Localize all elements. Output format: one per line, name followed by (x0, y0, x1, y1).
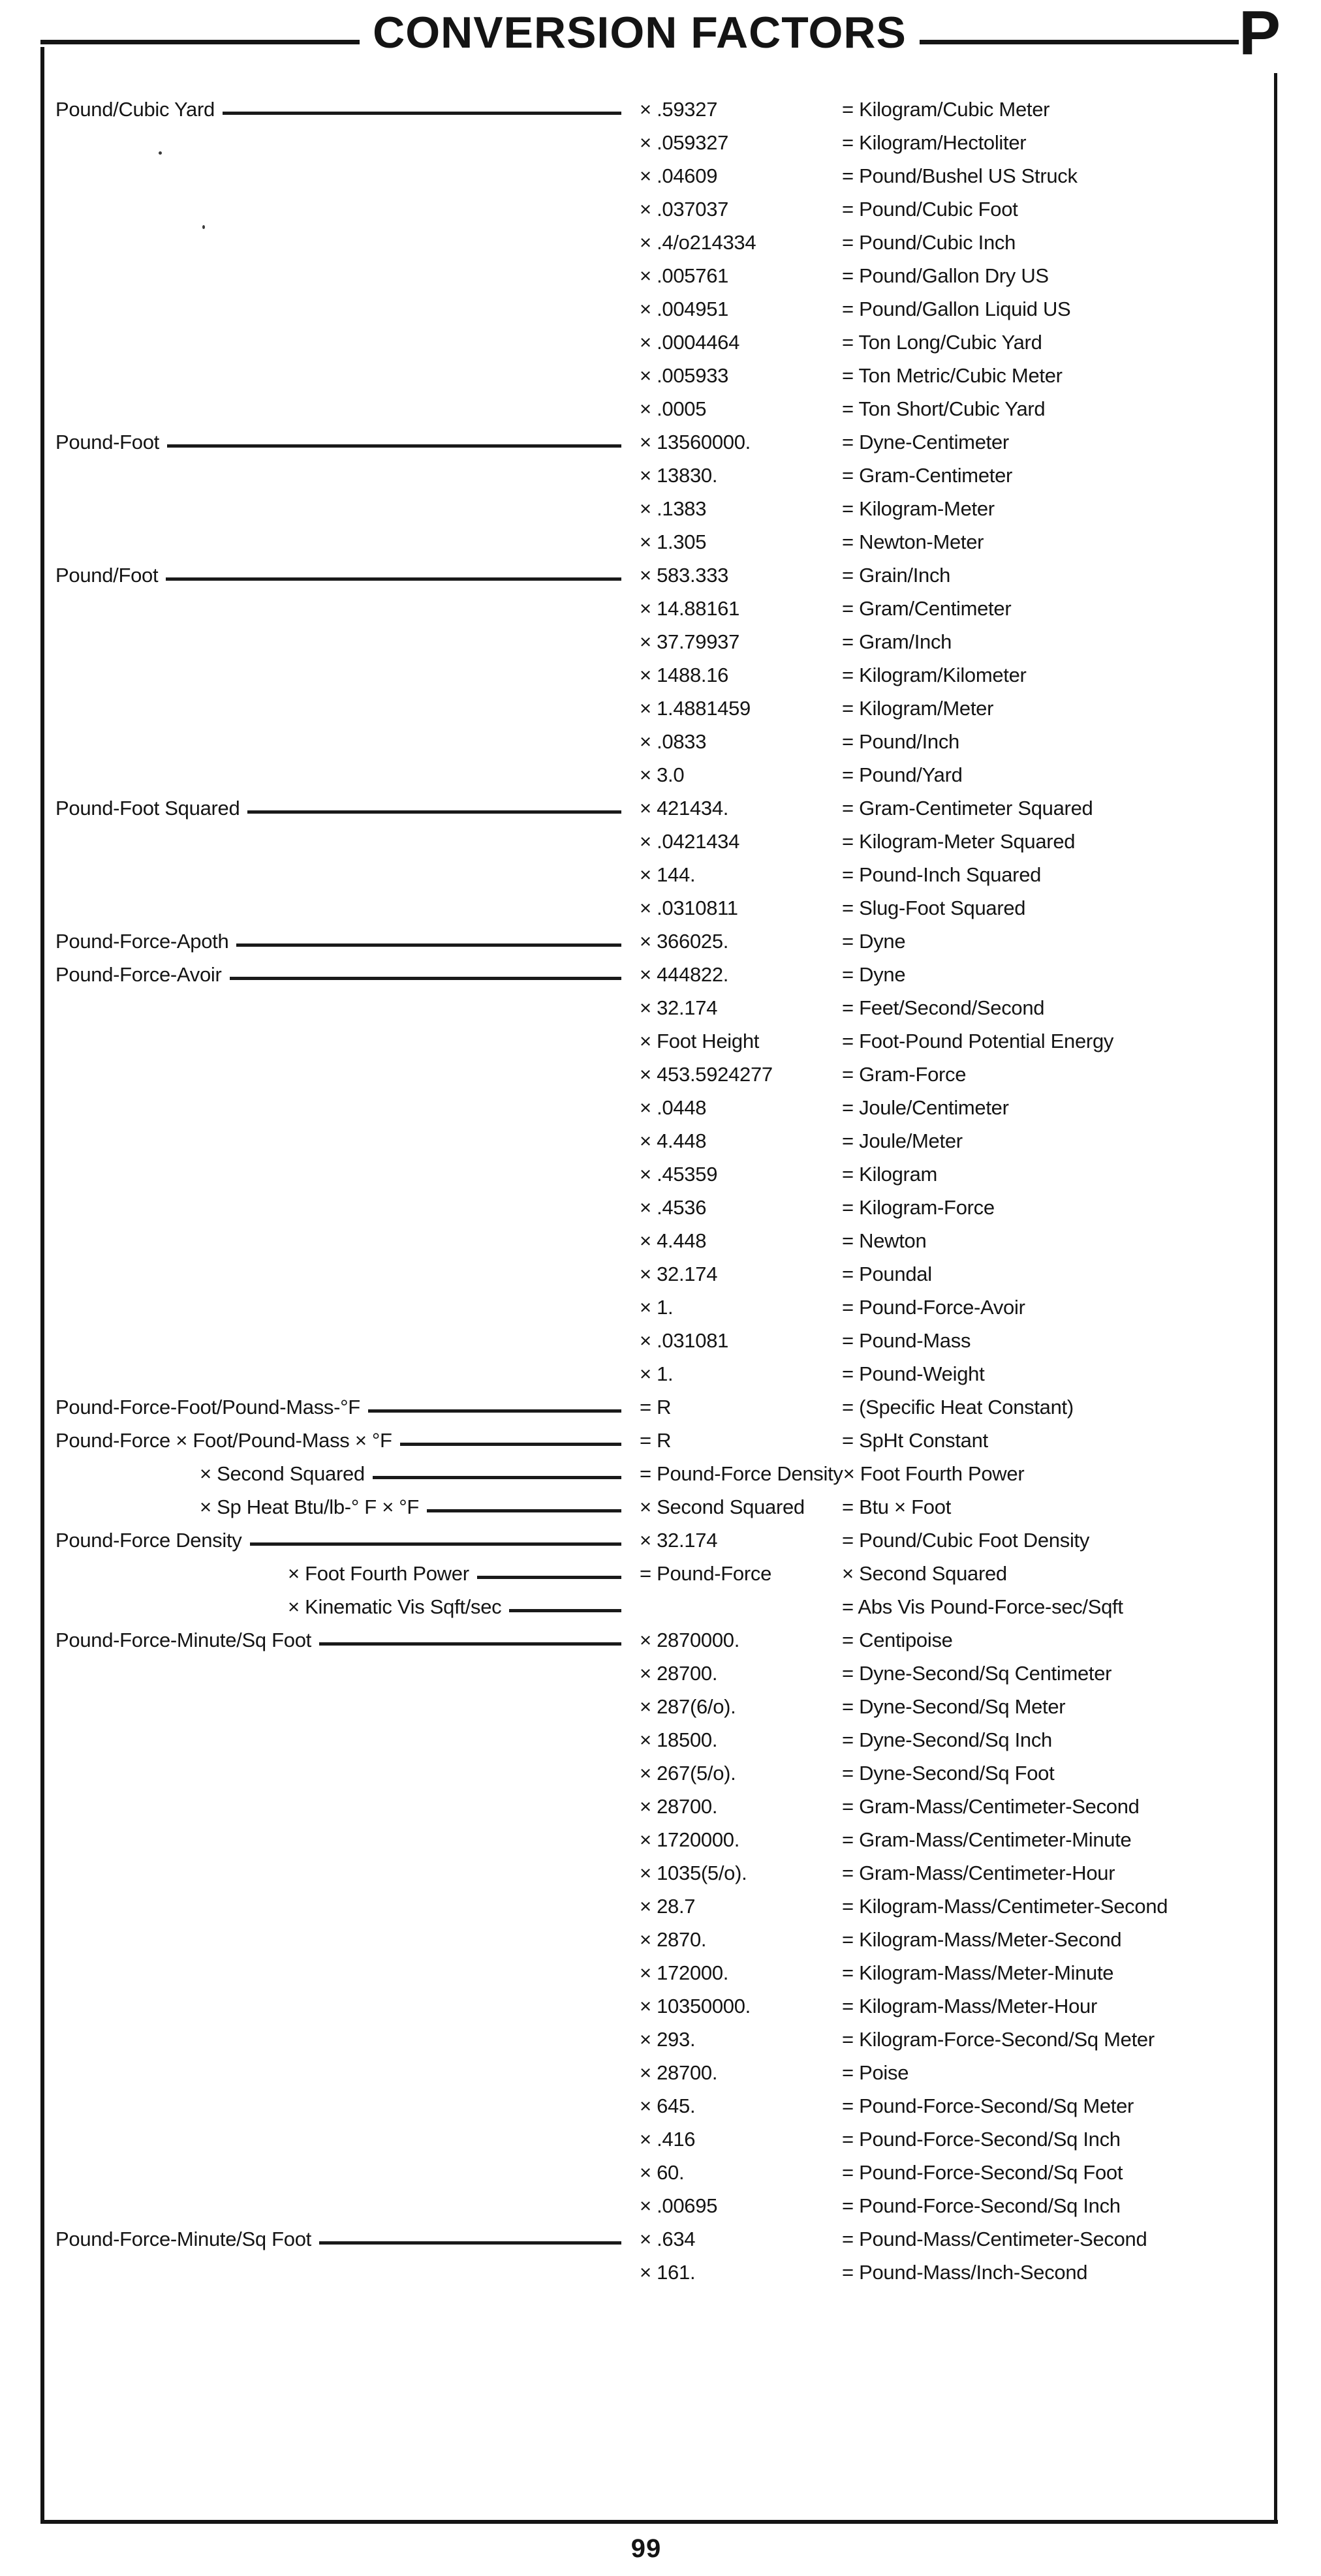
row-result: = Btu × Foot (842, 1495, 952, 1518)
row-rule-line (230, 977, 622, 980)
row-multiplier: × 583.333 (640, 564, 729, 587)
row-result: = Newton-Meter (842, 530, 984, 553)
page-header (40, 8, 1239, 57)
conversion-row (55, 1296, 1266, 1329)
row-label: Pound-Force-Apoth (55, 930, 229, 953)
row-multiplier: × 10350000. (640, 1995, 751, 2017)
row-multiplier: × 2870000. (640, 1629, 740, 1651)
row-result: = Gram-Mass/Centimeter-Hour (842, 1862, 1115, 1884)
row-multiplier: × 267(5/o). (640, 1762, 736, 1785)
row-rule-line (247, 810, 621, 814)
row-rule-line (250, 1542, 622, 1546)
row-label: Pound/Cubic Yard (55, 98, 215, 121)
conversion-row (55, 630, 1266, 664)
row-result: = Foot-Pound Potential Energy (842, 1030, 1114, 1052)
row-result: = Poundal (842, 1263, 932, 1285)
scan-speck (202, 225, 205, 229)
conversion-row (55, 1595, 1266, 1629)
conversion-row (55, 2161, 1266, 2194)
row-result: = Joule/Centimeter (842, 1096, 1009, 1119)
row-multiplier: × 28700. (640, 1662, 718, 1685)
title-rule-left (40, 40, 360, 44)
row-result: = Dyne-Second/Sq Inch (842, 1728, 1052, 1751)
row-label-cell (55, 431, 640, 454)
row-result: = Pound/Bushel US Struck (842, 164, 1078, 187)
row-result: × Foot Fourth Power (843, 1462, 1025, 1485)
row-result: = Pound-Mass/Inch-Second (842, 2261, 1088, 2284)
row-multiplier: × .0833 (640, 730, 707, 753)
row-label: Pound-Force-Minute/Sq Foot (55, 2228, 311, 2250)
row-multiplier: × .4536 (640, 1196, 707, 1219)
row-multiplier: × .004951 (640, 298, 729, 320)
row-multiplier: × 1720000. (640, 1828, 740, 1851)
row-multiplier: = R (640, 1429, 672, 1452)
row-rule-line (236, 943, 621, 947)
row-multiplier: × 172000. (640, 1961, 729, 1984)
row-result: = Pound-Force-Second/Sq Inch (842, 2194, 1121, 2217)
conversion-row (55, 2261, 1266, 2294)
row-label-cell (55, 1629, 640, 1652)
row-label: Pound/Foot (55, 564, 159, 587)
row-multiplier: × 421434. (640, 797, 729, 820)
conversion-row (55, 1662, 1266, 1695)
row-result: = Gram-Centimeter Squared (842, 797, 1093, 820)
row-multiplier: × .4/o214334 (640, 231, 756, 254)
row-label: × Sp Heat Btu/lb-° F × °F (200, 1495, 420, 1518)
row-result: = Gram/Centimeter (842, 597, 1012, 620)
conversion-row (55, 364, 1266, 397)
conversion-row (55, 996, 1266, 1030)
row-label-cell (55, 2228, 640, 2251)
row-result: = Dyne (842, 963, 906, 986)
conversion-row (55, 1129, 1266, 1163)
conversion-row (55, 797, 1266, 830)
row-multiplier: × 2870. (640, 1928, 707, 1951)
scan-speck (159, 151, 162, 155)
row-label-cell (55, 963, 640, 987)
row-label: Pound-Foot (55, 431, 159, 453)
row-multiplier: × .0004464 (640, 331, 740, 354)
conversion-row (55, 2194, 1266, 2228)
row-label: × Foot Fourth Power (288, 1562, 469, 1585)
row-multiplier: × 161. (640, 2261, 696, 2284)
content-box-border-left (40, 47, 44, 2524)
conversion-row (55, 1462, 1266, 1495)
row-result: = Pound-Mass (842, 1329, 971, 1352)
conversion-row (55, 664, 1266, 697)
row-multiplier: × 14.88161 (640, 597, 740, 620)
conversion-row (55, 397, 1266, 431)
title-rule-right (920, 40, 1239, 44)
row-rule-line (400, 1443, 621, 1446)
row-multiplier: × 1. (640, 1362, 674, 1385)
conversion-row (55, 2028, 1266, 2061)
row-multiplier: × .0310811 (640, 897, 738, 919)
row-multiplier: × 28.7 (640, 1895, 696, 1918)
row-result: = Kilogram/Cubic Meter (842, 98, 1050, 121)
row-result: = Kilogram/Kilometer (842, 664, 1027, 686)
row-result: = Gram/Inch (842, 630, 952, 653)
row-rule-line (319, 2241, 621, 2245)
row-multiplier: × 60. (640, 2161, 685, 2184)
conversion-row (55, 1030, 1266, 1063)
row-result: = Pound-Inch Squared (842, 863, 1042, 886)
conversion-row (55, 231, 1266, 264)
conversion-table (55, 98, 1266, 2294)
row-label-cell (55, 98, 640, 121)
page-title: CONVERSION FACTORS (373, 8, 907, 57)
row-result: = Kilogram-Meter Squared (842, 830, 1076, 853)
row-result: = Kilogram-Mass/Meter-Hour (842, 1995, 1097, 2017)
conversion-row (55, 1629, 1266, 1662)
conversion-row (55, 1196, 1266, 1229)
row-result: = Pound/Cubic Foot Density (842, 1529, 1090, 1552)
conversion-row (55, 2061, 1266, 2094)
row-multiplier: × .037037 (640, 198, 729, 221)
row-result: = Centipoise (842, 1629, 953, 1651)
row-multiplier: = Pound-Force (640, 1562, 772, 1585)
row-result: = Pound-Force-Second/Sq Foot (842, 2161, 1123, 2184)
row-multiplier: × .45359 (640, 1163, 718, 1186)
conversion-row (55, 298, 1266, 331)
row-result: = Grain/Inch (842, 564, 951, 587)
row-multiplier: × .59327 (640, 98, 718, 121)
row-label-cell (55, 1495, 640, 1519)
row-label: Pound-Force Density (55, 1529, 242, 1552)
conversion-row (55, 464, 1266, 497)
conversion-row (55, 1495, 1266, 1529)
row-result: = Pound/Inch (842, 730, 959, 753)
row-label: Pound-Force-Avoir (55, 963, 222, 986)
conversion-row (55, 1928, 1266, 1961)
conversion-row (55, 1096, 1266, 1129)
row-result: = Kilogram-Mass/Meter-Minute (842, 1961, 1114, 1984)
conversion-row (55, 2094, 1266, 2128)
row-rule-line (477, 1576, 621, 1579)
row-label-cell (55, 1429, 640, 1452)
row-multiplier: × 366025. (640, 930, 729, 953)
conversion-row (55, 1396, 1266, 1429)
row-multiplier: × 32.174 (640, 1263, 718, 1285)
row-label: Pound-Force-Minute/Sq Foot (55, 1629, 311, 1651)
row-multiplier: × 13560000. (640, 431, 751, 453)
row-result: = Pound-Force-Second/Sq Inch (842, 2128, 1121, 2151)
row-result: = Gram-Force (842, 1063, 967, 1086)
row-multiplier: × Second Squared (640, 1495, 805, 1518)
row-label: × Kinematic Vis Sqft/sec (288, 1595, 502, 1618)
row-result: = Ton Metric/Cubic Meter (842, 364, 1063, 387)
conversion-row (55, 830, 1266, 863)
conversion-row (55, 1995, 1266, 2028)
conversion-row (55, 1562, 1266, 1595)
row-rule-line (223, 112, 621, 115)
row-label: Pound-Force × Foot/Pound-Mass × °F (55, 1429, 392, 1452)
content-box-border-bottom (40, 2520, 1278, 2524)
conversion-row (55, 1163, 1266, 1196)
row-multiplier: × 32.174 (640, 996, 718, 1019)
row-rule-line (166, 577, 621, 581)
row-result: = Abs Vis Pound-Force-sec/Sqft (842, 1595, 1123, 1618)
row-label-cell (55, 1462, 640, 1486)
row-result: = Newton (842, 1229, 927, 1252)
row-rule-line (373, 1476, 621, 1479)
row-result: = Kilogram/Meter (842, 697, 994, 720)
row-result: = Feet/Second/Second (842, 996, 1045, 1019)
row-result: = Dyne-Second/Sq Foot (842, 1762, 1055, 1785)
conversion-row (55, 697, 1266, 730)
conversion-row (55, 1795, 1266, 1828)
row-multiplier: = Pound-Force Density (640, 1462, 843, 1485)
row-multiplier: × 1. (640, 1296, 674, 1319)
row-label-cell (55, 1396, 640, 1419)
row-multiplier: × .031081 (640, 1329, 729, 1352)
row-result: = Kilogram-Meter (842, 497, 995, 520)
row-multiplier: × .1383 (640, 497, 707, 520)
conversion-row (55, 1828, 1266, 1862)
row-result: = Kilogram-Mass/Meter-Second (842, 1928, 1122, 1951)
row-label-cell (55, 1595, 640, 1619)
row-multiplier: × 28700. (640, 1795, 718, 1818)
row-result: = Kilogram-Mass/Centimeter-Second (842, 1895, 1168, 1918)
row-rule-line (368, 1409, 621, 1413)
row-result: = Pound/Yard (842, 763, 963, 786)
conversion-row (55, 198, 1266, 231)
conversion-row (55, 597, 1266, 630)
row-multiplier: × .005761 (640, 264, 729, 287)
row-multiplier: × 293. (640, 2028, 696, 2051)
row-multiplier: × .00695 (640, 2194, 718, 2217)
row-label: × Second Squared (200, 1462, 365, 1485)
row-multiplier: × 28700. (640, 2061, 718, 2084)
row-multiplier: × .0448 (640, 1096, 707, 1119)
row-multiplier: × 3.0 (640, 763, 685, 786)
row-multiplier: × 645. (640, 2094, 696, 2117)
conversion-row (55, 2128, 1266, 2161)
row-multiplier: × Foot Height (640, 1030, 760, 1052)
row-result: = Dyne (842, 930, 906, 953)
conversion-row (55, 331, 1266, 364)
row-multiplier: × 4.448 (640, 1229, 707, 1252)
row-label: Pound-Force-Foot/Pound-Mass-°F (55, 1396, 360, 1418)
row-multiplier: × 1488.16 (640, 664, 729, 686)
conversion-row (55, 1263, 1266, 1296)
row-result: = Dyne-Second/Sq Meter (842, 1695, 1066, 1718)
row-multiplier: × .0005 (640, 397, 707, 420)
row-rule-line (319, 1642, 621, 1646)
row-result: = (Specific Heat Constant) (842, 1396, 1074, 1418)
row-multiplier: × 4.448 (640, 1129, 707, 1152)
conversion-row (55, 530, 1266, 564)
row-label-cell (55, 930, 640, 953)
row-result: = Dyne-Second/Sq Centimeter (842, 1662, 1112, 1685)
conversion-row (55, 1429, 1266, 1462)
row-result: × Second Squared (842, 1562, 1007, 1585)
conversion-row (55, 564, 1266, 597)
row-multiplier: × 1.305 (640, 530, 707, 553)
conversion-row (55, 1762, 1266, 1795)
row-multiplier: × 1.4881459 (640, 697, 751, 720)
row-result: = Joule/Meter (842, 1129, 963, 1152)
row-multiplier: × .04609 (640, 164, 718, 187)
conversion-row (55, 930, 1266, 963)
row-multiplier: × 13830. (640, 464, 718, 487)
row-result: = SpHt Constant (842, 1429, 988, 1452)
conversion-row (55, 763, 1266, 797)
row-multiplier: × .059327 (640, 131, 729, 154)
row-multiplier: × 32.174 (640, 1529, 718, 1552)
row-rule-line (167, 444, 621, 448)
conversion-row (55, 497, 1266, 530)
row-result: = Pound/Cubic Inch (842, 231, 1016, 254)
row-result: = Pound-Weight (842, 1362, 985, 1385)
row-label-cell (55, 797, 640, 820)
row-rule-line (509, 1609, 621, 1612)
row-label: Pound-Foot Squared (55, 797, 240, 820)
conversion-row (55, 131, 1266, 164)
row-multiplier: × 144. (640, 863, 696, 886)
row-multiplier: × 18500. (640, 1728, 718, 1751)
content-box-border-right (1274, 73, 1277, 2524)
conversion-row (55, 1329, 1266, 1362)
row-result: = Slug-Foot Squared (842, 897, 1026, 919)
conversion-row (55, 730, 1266, 763)
conversion-row (55, 164, 1266, 198)
row-label-cell (55, 1562, 640, 1586)
conversion-row (55, 1895, 1266, 1928)
row-result: = Pound-Mass/Centimeter-Second (842, 2228, 1147, 2250)
conversion-row (55, 897, 1266, 930)
row-result: = Gram-Centimeter (842, 464, 1013, 487)
row-result: = Gram-Mass/Centimeter-Second (842, 1795, 1140, 1818)
row-result: = Kilogram-Force-Second/Sq Meter (842, 2028, 1155, 2051)
conversion-row (55, 264, 1266, 298)
conversion-row (55, 1529, 1266, 1562)
conversion-row (55, 963, 1266, 996)
row-multiplier: × 453.5924277 (640, 1063, 773, 1086)
row-result: = Pound-Force-Avoir (842, 1296, 1025, 1319)
row-multiplier: × .634 (640, 2228, 696, 2250)
row-result: = Poise (842, 2061, 909, 2084)
row-result: = Dyne-Centimeter (842, 431, 1009, 453)
page-number: 99 (630, 2534, 662, 2563)
conversion-row (55, 98, 1266, 131)
row-multiplier: × 287(6/o). (640, 1695, 736, 1718)
conversion-row (55, 2228, 1266, 2261)
section-tab-letter: P (1239, 0, 1281, 68)
conversion-row (55, 1063, 1266, 1096)
conversion-row (55, 1728, 1266, 1762)
row-multiplier: × 1035(5/o). (640, 1862, 747, 1884)
conversion-row (55, 1961, 1266, 1995)
row-multiplier: × .0421434 (640, 830, 740, 853)
row-multiplier: × 37.79937 (640, 630, 740, 653)
row-label-cell (55, 1529, 640, 1552)
row-label-cell (55, 564, 640, 587)
row-multiplier: × .005933 (640, 364, 729, 387)
row-result: = Gram-Mass/Centimeter-Minute (842, 1828, 1132, 1851)
row-result: = Kilogram-Force (842, 1196, 995, 1219)
row-multiplier: = R (640, 1396, 672, 1418)
row-result: = Ton Long/Cubic Yard (842, 331, 1042, 354)
conversion-row (55, 1229, 1266, 1263)
conversion-row (55, 1862, 1266, 1895)
row-rule-line (427, 1509, 621, 1512)
conversion-row (55, 431, 1266, 464)
row-result: = Pound/Gallon Liquid US (842, 298, 1071, 320)
row-multiplier: × 444822. (640, 963, 729, 986)
row-result: = Pound/Gallon Dry US (842, 264, 1049, 287)
row-result: = Ton Short/Cubic Yard (842, 397, 1046, 420)
row-result: = Pound/Cubic Foot (842, 198, 1018, 221)
row-result: = Kilogram/Hectoliter (842, 131, 1027, 154)
row-result: = Pound-Force-Second/Sq Meter (842, 2094, 1134, 2117)
conversion-row (55, 863, 1266, 897)
row-multiplier: × .416 (640, 2128, 696, 2151)
row-result: = Kilogram (842, 1163, 938, 1186)
conversion-row (55, 1362, 1266, 1396)
conversion-row (55, 1695, 1266, 1728)
